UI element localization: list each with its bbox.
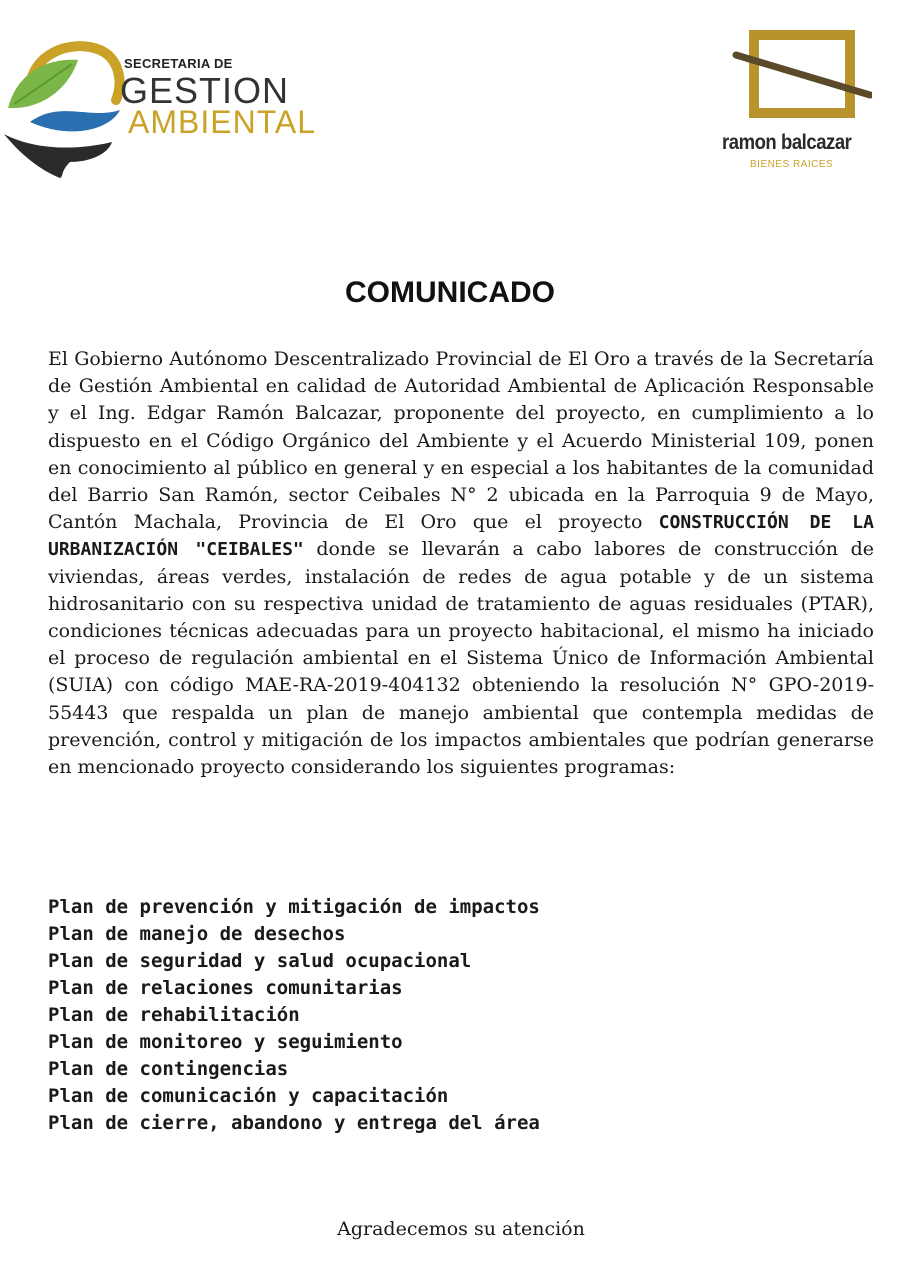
program-item: Plan de prevención y mitigación de impactos <box>48 896 540 918</box>
program-item: Plan de monitoreo y seguimiento <box>48 1031 403 1053</box>
paragraph-details: donde se llevarán a cabo labores de construcción de viviendas, áreas verdes, instalación de redes de agua potable y de un sistema hidrosanitario con su respectiva unidad de tratamiento de aguas residuales (PTAR), condiciones técnicas adecuadas para un proyecto habitacional, el mismo ha iniciado el proceso de regulación ambiental en el Sistema Único de Información Ambiental (SUIA) con código MAE-RA-2019-404132 obteniendo la resolución N° GPO-2019-55443 que respalda un plan de manejo ambiental que contempla medidas de prevención, control y mitigación de los impactos ambientales que podrían generarse en mencionado proyecto considerando los siguientes programas: <box>48 538 875 779</box>
brand-name: ramon balcazar <box>722 131 852 154</box>
program-item: Plan de manejo de desechos <box>48 923 346 945</box>
brand-tagline: BIENES RAICES <box>750 159 834 170</box>
program-item: Plan de contingencias <box>48 1058 289 1080</box>
paragraph-intro: El Gobierno Autónomo Descentralizado Provincial de El Oro a través de la Secretaría de Gestión Ambiental en calidad de Autoridad Ambiental de Aplicación Responsable y el Ing. Edgar Ramón Balcazar, proponente del proyecto, en cumplimiento a lo dispuesto en el Código Orgánico del Ambiente y el Acuerdo Ministerial 109, ponen en conocimiento al público en general y en especial a los habitantes de la comunidad del Barrio San Ramón, sector Ceibales N° 2 ubicada en la Parroquia 9 de Mayo, Cantón Machala, Provincia de El Oro que el proyecto <box>48 348 874 534</box>
program-item: Plan de relaciones comunitarias <box>48 977 403 999</box>
program-item: Plan de seguridad y salud ocupacional <box>48 950 472 972</box>
page-title: COMUNICADO <box>345 276 555 309</box>
logo-line-secretaria: SECRETARIA DE <box>124 56 233 71</box>
ramon-balcazar-logo <box>710 25 890 185</box>
logo-line-gestion: GESTION <box>120 70 290 111</box>
closing-text: Agradecemos su atención <box>337 1218 585 1240</box>
logo-line-ambiental: AMBIENTAL <box>128 104 316 140</box>
house-frame-icon <box>732 25 872 125</box>
program-item: Plan de cierre, abandono y entrega del área <box>48 1112 540 1134</box>
project-name: CONSTRUCCIÓN DE LA URBANIZACIÓN "CEIBALES" <box>48 512 874 561</box>
program-item: Plan de rehabilitación <box>48 1004 300 1026</box>
program-item: Plan de comunicación y capacitación <box>48 1085 449 1107</box>
secretaria-gestion-ambiental-logo <box>0 30 340 180</box>
programs-list <box>48 894 874 1137</box>
announcement-paragraph <box>48 346 874 781</box>
